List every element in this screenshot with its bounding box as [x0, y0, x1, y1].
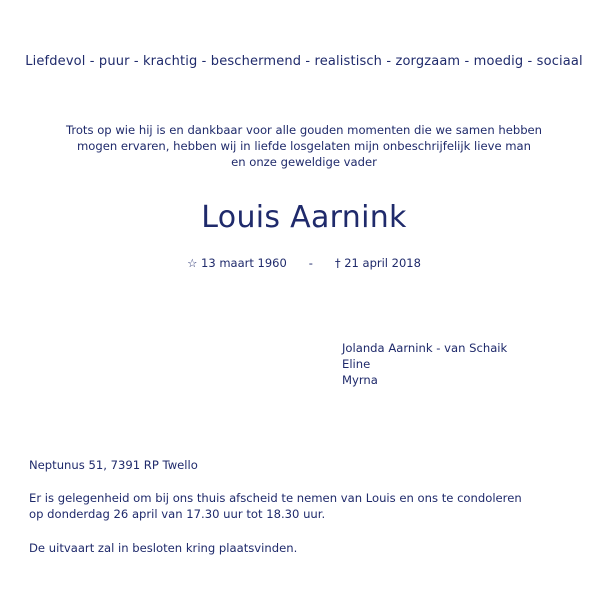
- intro-line-2: mogen ervaren, hebben wij in liefde losgelaten mijn onbeschrijfelijk lieve man: [76, 139, 532, 153]
- family-member: Myrna: [342, 373, 378, 387]
- condolence-line-2: op donderdag 26 april van 17.30 uur tot 18.30 uur.: [29, 507, 326, 521]
- birth-date: ☆ 13 maart 1960: [187, 256, 287, 270]
- intro-line-3: en onze geweldige vader: [231, 155, 377, 169]
- funeral-note: De uitvaart zal in besloten kring plaatsvinden.: [29, 541, 298, 555]
- life-dates: [0, 256, 608, 270]
- intro-line-1: Trots op wie hij is en dankbaar voor alle gouden momenten die we samen hebben: [65, 123, 543, 137]
- date-separator: -: [308, 256, 313, 270]
- virtues-line: Liefdevol - puur - krachtig - beschermend - realistisch - zorgzaam - moedig - sociaal: [25, 54, 583, 69]
- family-member: Eline: [342, 357, 371, 371]
- address: Neptunus 51, 7391 RP Twello: [29, 458, 198, 472]
- death-date: † 21 april 2018: [334, 256, 421, 270]
- deceased-name: Louis Aarnink: [201, 200, 407, 235]
- condolence-line-1: Er is gelegenheid om bij ons thuis afscheid te nemen van Louis en ons te condoleren: [29, 491, 522, 505]
- family-member: Jolanda Aarnink - van Schaik: [342, 341, 508, 355]
